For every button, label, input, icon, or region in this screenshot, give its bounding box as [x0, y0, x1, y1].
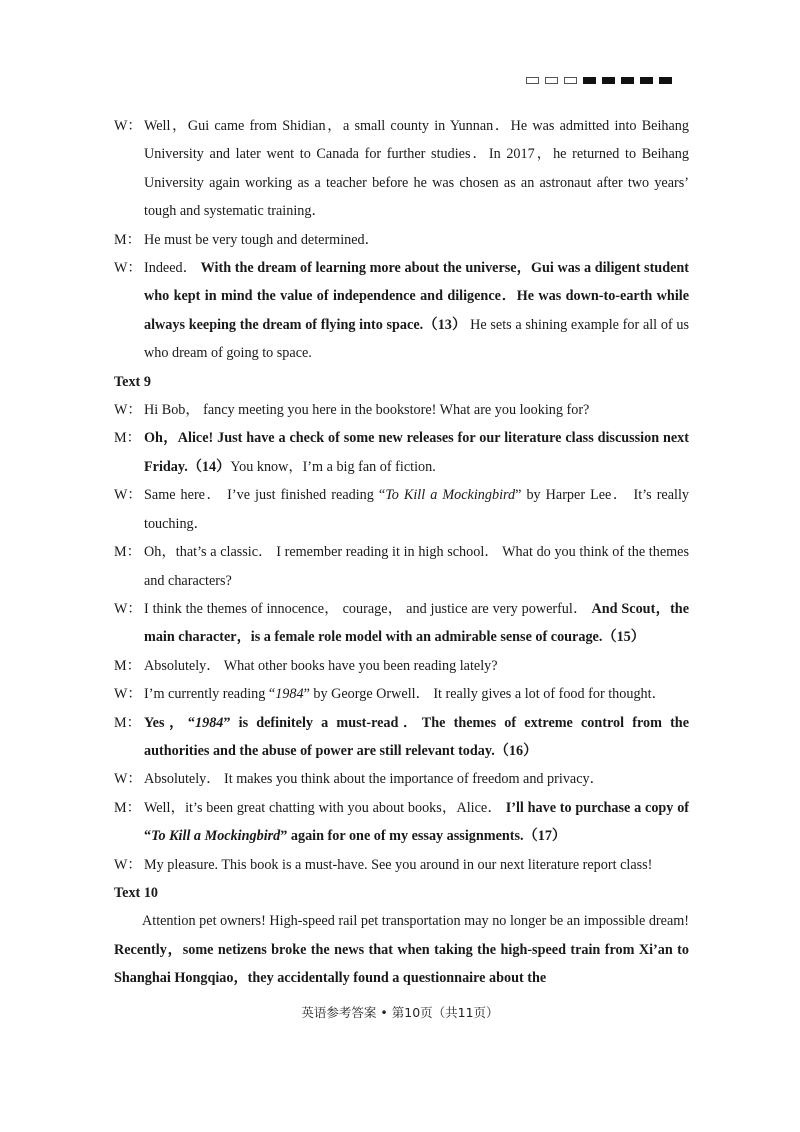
- solid-square-mark: [640, 77, 653, 84]
- page-footer: 英语参考答案 • 第10页（共11页）: [301, 1005, 499, 1020]
- dialogue-text: Absolutely． What other books have you been reading lately?: [144, 657, 498, 674]
- speaker-label: W：: [114, 600, 142, 617]
- dialogue-text: I think the themes of innocence， courage， and justice are very powerful．: [144, 600, 588, 617]
- speaker-label: M：: [114, 714, 141, 731]
- dialogue-line: [114, 396, 689, 424]
- dialogue-line: [114, 765, 689, 793]
- speaker-label: M：: [114, 657, 141, 674]
- answer-highlight: Recently，some netizens broke the news that when taking the high-speed train from Xi’an to Shanghai Hongqiao，they accidentally found a questionnaire about the: [114, 941, 689, 987]
- dialogue-text: Well，it’s been great chatting with you about books，Alice．: [144, 799, 502, 816]
- book-title: 1984: [195, 714, 224, 731]
- dialogue-text: Absolutely． It makes you think about the importance of freedom and privacy．: [144, 771, 604, 788]
- speaker-label: M：: [114, 430, 141, 447]
- dialogue-line: [114, 481, 689, 538]
- speaker-label: M：: [114, 544, 141, 561]
- solid-square-mark: [621, 77, 634, 84]
- dialogue-text: I’m currently reading “: [144, 686, 276, 703]
- answer-highlight: Oh，Alice! Just have a check of some new releases for our literature class discussion next Friday.（14）: [144, 430, 689, 475]
- solid-square-mark: [659, 77, 672, 84]
- dialogue-line: [114, 680, 689, 708]
- section-heading: Text 9: [114, 373, 151, 390]
- dialogue-text: Well，Gui came from Shidian，a small county in Yunnan．He was admitted into Beihang University and later went to Canada for further studies．In 2017，he returned to Beihang University again working as a teacher before he was chosen as an astronaut after two years’ tough and systematic training．: [144, 118, 689, 220]
- speaker-label: W：: [114, 856, 142, 873]
- dialogue-text: ” by Harper Lee． It’s really touching．: [144, 487, 689, 532]
- dialogue-text: He sets a shining example for all of us who dream of going to space.: [144, 316, 689, 362]
- speaker-label: W：: [114, 487, 142, 504]
- speaker-label: M：: [114, 231, 141, 248]
- section-heading: Text 10: [114, 884, 159, 901]
- solid-square-mark: [602, 77, 615, 84]
- answer-text: ” is definitely a must-read．The themes of extreme control from the authorities and the abuse of power are still relevant today.（16）: [144, 714, 689, 759]
- dialogue-text: You know，I’m a big fan of fiction.: [230, 458, 436, 475]
- dialogue-line: [114, 112, 689, 226]
- speaker-label: W：: [114, 686, 142, 703]
- dialogue-line: [114, 652, 689, 680]
- dialogue-text: He must be very tough and determined．: [144, 231, 379, 248]
- document-body: [114, 112, 689, 993]
- hollow-square-mark: [564, 77, 577, 84]
- passage-text: Attention pet owners! High-speed rail pet transportation may no longer be an impossible dream!: [142, 913, 689, 930]
- hollow-square-mark: [526, 77, 539, 84]
- dialogue-text: Oh，that’s a classic． I remember reading it in high school． What do you think of the themes and characters?: [144, 544, 689, 589]
- answer-text: Yes，“: [144, 714, 195, 731]
- dialogue-line: [114, 851, 689, 879]
- answer-highlight: With the dream of learning more about the universe，Gui was a diligent student who kept in mind the value of independence and diligence．He was down-to-earth while always keeping the dream of flying into space.（13）: [144, 260, 689, 333]
- answer-text: ” again for one of my essay assignments.（17）: [280, 828, 567, 845]
- answer-highlight: [144, 715, 689, 759]
- dialogue-line: [114, 538, 689, 595]
- dialogue-text: Same here． I’ve just finished reading “: [144, 487, 386, 504]
- speaker-label: W：: [114, 771, 142, 788]
- answer-highlight: And Scout，the main character，is a female role model with an admirable sense of courage.（15）: [144, 600, 689, 646]
- page-corner-marks: [526, 77, 672, 84]
- book-title: To Kill a Mockingbird: [385, 487, 516, 504]
- dialogue-line: [114, 254, 689, 368]
- book-title: 1984: [275, 686, 304, 703]
- answer-text: I’ll have to purchase a copy of “: [144, 799, 690, 845]
- dialogue-text: My pleasure. This book is a must-have. See you around in our next literature report class!: [144, 856, 653, 873]
- speaker-label: W：: [114, 118, 142, 134]
- speaker-label: W：: [114, 260, 142, 277]
- dialogue-text: Hi Bob， fancy meeting you here in the bookstore! What are you looking for?: [144, 402, 590, 419]
- speaker-label: M：: [114, 799, 141, 816]
- dialogue-line: [114, 709, 689, 766]
- book-title: To Kill a Mockingbird: [151, 828, 281, 845]
- speaker-label: W：: [114, 402, 142, 419]
- dialogue-text: Indeed．: [144, 260, 197, 277]
- dialogue-text: ” by George Orwell． It really gives a lot of food for thought．: [303, 686, 666, 703]
- dialogue-line: [114, 226, 689, 254]
- hollow-square-mark: [545, 77, 558, 84]
- dialogue-line: [114, 794, 689, 851]
- dialogue-line: [114, 424, 689, 481]
- solid-square-mark: [583, 77, 596, 84]
- passage-paragraph: [114, 907, 689, 992]
- dialogue-line: [114, 595, 689, 652]
